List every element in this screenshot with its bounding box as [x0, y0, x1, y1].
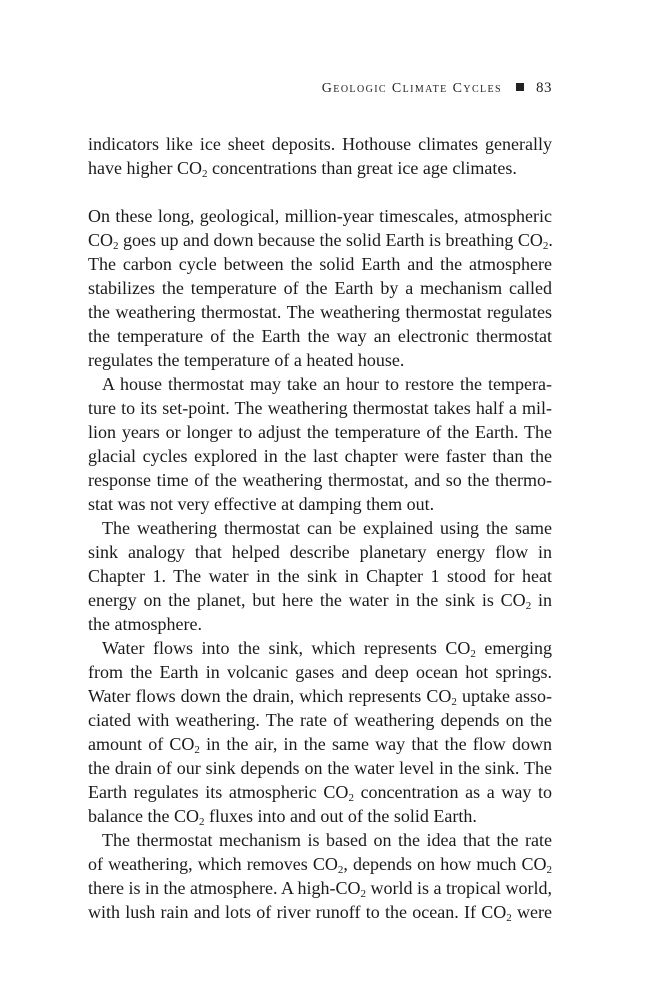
text-run: ture to its set-point. The weathering thermostat takes half a mil- — [88, 398, 552, 418]
text-run: fluxes into and out of the solid Earth. — [204, 806, 477, 826]
text-run: there is in the atmosphere. A high-CO — [88, 878, 361, 898]
text-line — [88, 780, 552, 804]
text-run: A house thermostat may take an hour to restore the tempera- — [102, 374, 552, 394]
subscript: 2 — [525, 600, 532, 612]
text-line — [88, 156, 552, 180]
text-run: Earth regulates its atmospheric CO — [88, 782, 349, 802]
text-line — [88, 540, 552, 564]
text-run: were — [511, 902, 552, 922]
subscript: 2 — [348, 792, 354, 804]
text-run: lion years or longer to adjust the temperature of the Earth. The — [88, 422, 552, 442]
text-line — [88, 804, 552, 828]
text-line — [88, 852, 552, 876]
text-line — [88, 756, 552, 780]
text-run: CO — [88, 230, 114, 250]
running-head — [88, 80, 552, 97]
text-run: the weathering thermostat. The weathering thermostat regulates — [88, 302, 552, 322]
text-run: from the Earth in volcanic gases and deep ocean hot springs. — [88, 662, 552, 682]
paragraph — [88, 828, 552, 924]
text-line — [88, 348, 552, 372]
text-line — [88, 492, 552, 516]
text-line — [88, 708, 552, 732]
paragraph — [88, 372, 552, 516]
text-run: stabilizes the temperature of the Earth by a mechanism called — [88, 278, 552, 298]
text-line — [88, 444, 552, 468]
subscript: 2 — [194, 744, 200, 756]
body-text — [88, 132, 552, 924]
text-run: in — [531, 590, 552, 610]
text-run: The thermostat mechanism is based on the idea that the rate — [102, 830, 552, 850]
subscript: 2 — [113, 240, 119, 252]
text-run: regulates the temperature of a heated house. — [88, 350, 405, 370]
text-run: ciated with weathering. The rate of weathering depends on the — [88, 710, 552, 730]
text-run: concentration as a way to — [353, 782, 552, 802]
subscript: 2 — [470, 648, 476, 660]
text-run: The weathering thermostat can be explained using the same — [102, 518, 552, 538]
text-line — [88, 204, 552, 228]
subscript: 2 — [360, 888, 366, 900]
text-run: . — [548, 230, 553, 250]
text-line — [88, 876, 552, 900]
subscript: 2 — [451, 696, 457, 708]
text-run: amount of CO — [88, 734, 195, 754]
square-bullet-icon — [516, 83, 524, 91]
page-number: 83 — [536, 80, 552, 96]
paragraph — [88, 636, 552, 828]
text-line — [88, 588, 552, 612]
text-run: with lush rain and lots of river runoff to the ocean. If CO — [88, 902, 507, 922]
text-run: response time of the weathering thermostat, and so the thermo- — [88, 470, 552, 490]
text-line — [88, 396, 552, 420]
text-run: indicators like ice sheet deposits. Hothouse climates generally — [88, 134, 552, 154]
text-run: uptake asso- — [456, 686, 552, 706]
subscript: 2 — [201, 168, 208, 180]
text-run: Chapter 1. The water in the sink in Chapter 1 stood for heat — [88, 566, 552, 586]
text-run: in the air, in the same way that the flow down — [199, 734, 552, 754]
paragraph — [88, 516, 552, 636]
text-line — [88, 516, 552, 540]
paragraph — [88, 204, 552, 372]
subscript: 2 — [337, 864, 344, 876]
text-run: concentrations than great ice age climates. — [207, 158, 517, 178]
text-line — [88, 420, 552, 444]
paragraph — [88, 132, 552, 180]
text-run: goes up and down because the solid Earth is breathing CO — [118, 230, 543, 250]
text-run: the temperature of the Earth the way an electronic thermostat — [88, 326, 552, 346]
text-line — [88, 276, 552, 300]
text-run: the atmosphere. — [88, 614, 202, 634]
text-run: have higher CO — [88, 158, 202, 178]
text-run: Water flows into the sink, which represents CO — [102, 638, 471, 658]
text-line — [88, 828, 552, 852]
text-run: emerging — [475, 638, 552, 658]
text-run: The carbon cycle between the solid Earth and the atmosphere — [88, 254, 552, 274]
text-run: glacial cycles explored in the last chapter were faster than the — [88, 446, 552, 466]
text-line — [88, 900, 552, 924]
text-run: of weathering, which removes CO — [88, 854, 338, 874]
text-line — [88, 564, 552, 588]
text-line — [88, 636, 552, 660]
text-line — [88, 300, 552, 324]
text-line — [88, 732, 552, 756]
text-line — [88, 132, 552, 156]
subscript: 2 — [198, 816, 205, 828]
paragraph-gap — [88, 180, 552, 204]
text-line — [88, 372, 552, 396]
text-line — [88, 468, 552, 492]
text-line — [88, 684, 552, 708]
subscript: 2 — [542, 240, 549, 252]
text-run: Water flows down the drain, which represents CO — [88, 686, 452, 706]
subscript: 2 — [506, 912, 512, 924]
text-run: stat was not very effective at damping them out. — [88, 494, 435, 514]
subscript: 2 — [546, 864, 552, 876]
text-line — [88, 252, 552, 276]
text-run: On these long, geological, million-year timescales, atmospheric — [88, 206, 552, 226]
text-run: world is a tropical world, — [366, 878, 552, 898]
text-line — [88, 324, 552, 348]
text-run: sink analogy that helped describe planetary energy flow in — [88, 542, 552, 562]
running-head-title: Geologic Climate Cycles — [321, 81, 502, 96]
text-line — [88, 660, 552, 684]
text-line — [88, 612, 552, 636]
text-run: , depends on how much CO — [343, 854, 547, 874]
text-run: balance the CO — [88, 806, 199, 826]
text-run: energy on the planet, but here the water in the sink is CO — [88, 590, 526, 610]
text-line — [88, 228, 552, 252]
text-run: the drain of our sink depends on the water level in the sink. The — [88, 758, 552, 778]
